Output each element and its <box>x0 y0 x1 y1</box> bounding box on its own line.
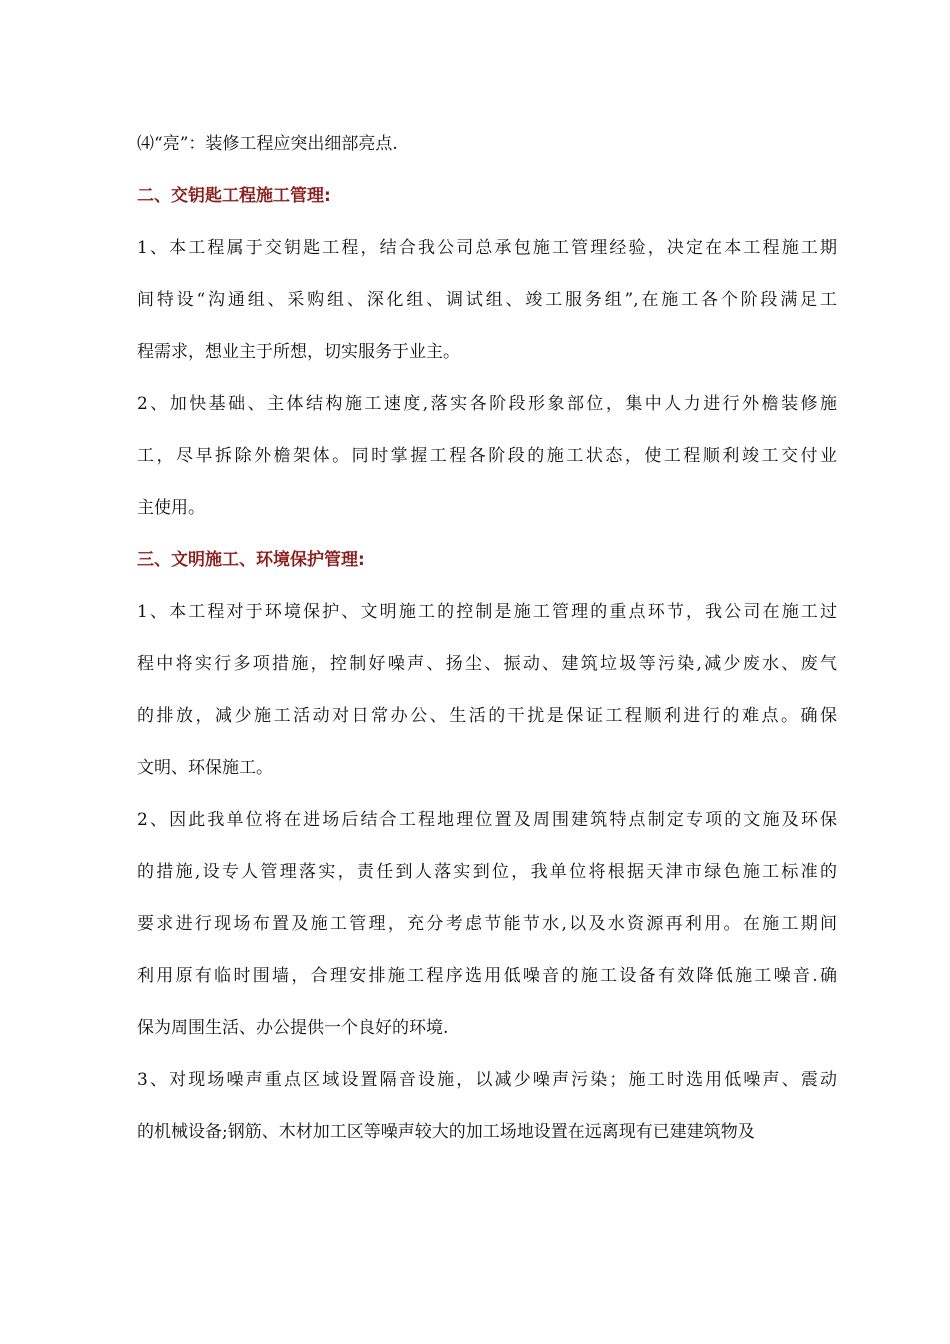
paragraph <box>137 1054 837 1158</box>
paragraph-line: 的机械设备;钢筋、木材加工区等噪声较大的加工场地设置在远离现有已建建筑物及 <box>137 1122 755 1142</box>
paragraph-line: 2、加快基础、主体结构施工速度,落实各阶段形象部位，集中人力进行外檐装修施 <box>137 394 837 414</box>
paragraph-line: 工，尽早拆除外檐架体。同时掌握工程各阶段的施工状态，使工程顺利竣工交付业 <box>137 446 837 466</box>
paragraph-line: 1、本工程属于交钥匙工程，结合我公司总承包施工管理经验，决定在本工程施工期 <box>137 238 837 258</box>
paragraph <box>137 378 837 534</box>
paragraph-line: ⑷“亮”：装修工程应突出细部亮点. <box>137 134 398 154</box>
paragraph-line: 文明、环保施工。 <box>137 758 273 778</box>
paragraph-line: 保为周围生活、办公提供一个良好的环境. <box>137 1018 449 1038</box>
paragraph-line: 2、因此我单位将在进场后结合工程地理位置及周围建筑特点制定专项的文施及环保 <box>137 810 837 830</box>
paragraph-line: 主使用。 <box>137 498 205 518</box>
paragraph-line: 要求进行现场布置及施工管理，充分考虑节能节水,以及水资源再利用。在施工期间 <box>137 914 837 934</box>
paragraph-line: 1、本工程对于环境保护、文明施工的控制是施工管理的重点环节，我公司在施工过 <box>137 602 837 622</box>
document-body <box>137 118 837 1158</box>
paragraph <box>137 794 837 1054</box>
paragraph-line: 程中将实行多项措施，控制好噪声、扬尘、振动、建筑垃圾等污染,减少废水、废气 <box>137 654 837 674</box>
paragraph <box>137 222 837 378</box>
section-heading: 二、交钥匙工程施工管理: <box>137 186 331 206</box>
paragraph-line: 利用原有临时围墙，合理安排施工程序选用低噪音的施工设备有效降低施工噪音.确 <box>137 966 837 986</box>
paragraph-line: 3、对现场噪声重点区域设置隔音设施，以减少噪声污染；施工时选用低噪声、震动 <box>137 1070 837 1090</box>
paragraph-line: 的措施,设专人管理落实，责任到人落实到位，我单位将根据天津市绿色施工标准的 <box>137 862 837 882</box>
paragraph <box>137 586 837 794</box>
section-heading: 三、文明施工、环境保护管理: <box>137 550 365 570</box>
paragraph-line: 程需求，想业主于所想，切实服务于业主。 <box>137 342 460 362</box>
paragraph-line: 间特设“沟通组、采购组、深化组、调试组、竣工服务组”,在施工各个阶段满足工 <box>137 290 837 310</box>
paragraph <box>137 118 837 170</box>
paragraph-line: 的排放，减少施工活动对日常办公、生活的干扰是保证工程顺利进行的难点。确保 <box>137 706 837 726</box>
